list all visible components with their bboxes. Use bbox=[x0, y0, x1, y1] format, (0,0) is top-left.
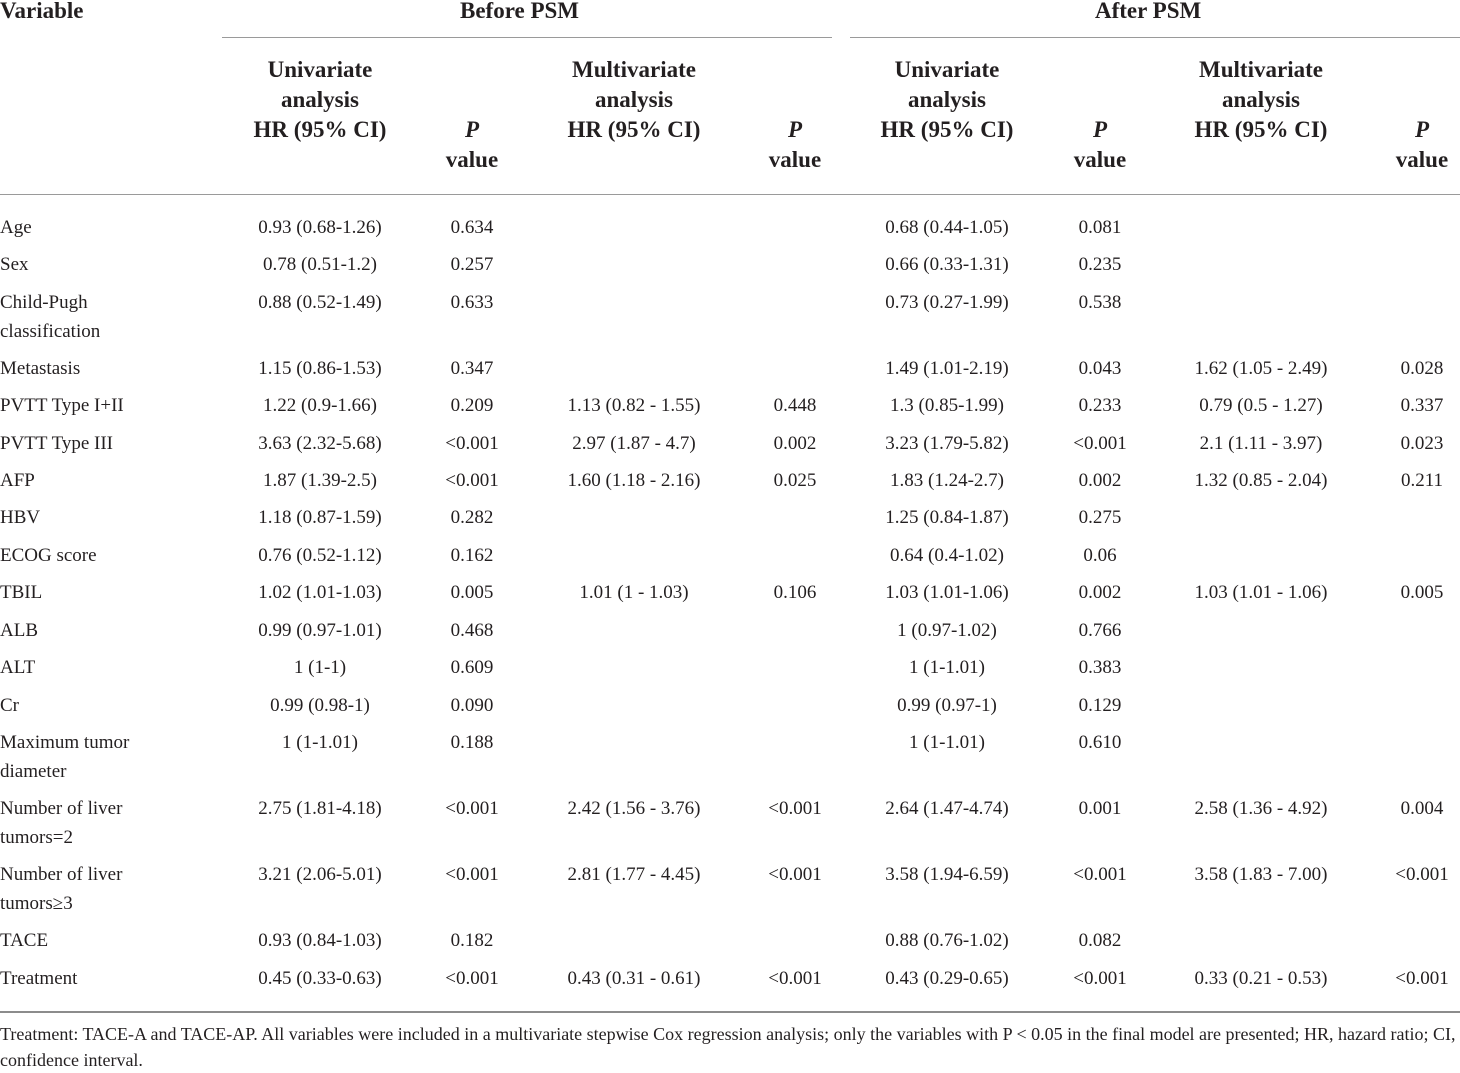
before-multi-p-cell: 0.106 bbox=[773, 582, 817, 603]
after-psm-rule bbox=[850, 37, 1460, 38]
before-uni-p-header bbox=[430, 115, 514, 175]
before-uni-hr-cell: 0.99 (0.98-1) bbox=[270, 695, 370, 716]
after-multi-p-cell: <0.001 bbox=[1395, 864, 1449, 885]
before-uni-p-cell: 0.257 bbox=[450, 254, 494, 275]
after-uni-hr-cell: 1.83 (1.24-2.7) bbox=[890, 470, 1004, 491]
before-uni-p-cell: <0.001 bbox=[445, 470, 499, 491]
variable-cell: Age bbox=[0, 217, 32, 238]
after-multi-p-cell: 0.004 bbox=[1400, 798, 1444, 819]
after-multi-p-cell: 0.337 bbox=[1400, 395, 1444, 416]
before-multi-hr-cell: 2.97 (1.87 - 4.7) bbox=[572, 433, 696, 454]
before-multi-p-cell: 0.025 bbox=[773, 470, 817, 491]
after-uni-p-cell: 0.383 bbox=[1078, 657, 1122, 678]
before-uni-p-cell: 0.162 bbox=[450, 545, 494, 566]
header-bottom-rule bbox=[0, 194, 1460, 195]
before-uni-p-cell: 0.634 bbox=[450, 217, 494, 238]
after-uni-p-cell: 0.082 bbox=[1078, 930, 1122, 951]
variable-cell: HBV bbox=[0, 507, 41, 528]
before-uni-hr-cell: 0.88 (0.52-1.49) bbox=[258, 292, 382, 313]
header-before-psm: Before PSM bbox=[460, 0, 580, 23]
after-uni-p-cell: <0.001 bbox=[1073, 433, 1127, 454]
after-uni-hr-cell: 3.23 (1.79-5.82) bbox=[885, 433, 1009, 454]
before-uni-p-cell: 0.282 bbox=[450, 507, 494, 528]
before-uni-hr-cell: 1.02 (1.01-1.03) bbox=[258, 582, 382, 603]
before-multi-p-header-line1: P bbox=[787, 117, 803, 142]
after-uni-hr-cell: 1 (1-1.01) bbox=[909, 732, 985, 753]
variable-cell: ECOG score bbox=[0, 545, 97, 566]
after-multi-header-line2: analysis bbox=[1222, 87, 1300, 112]
after-uni-hr-cell: 1.25 (0.84-1.87) bbox=[885, 507, 1009, 528]
before-uni-header-line2: analysis bbox=[281, 87, 359, 112]
after-uni-hr-cell: 0.99 (0.97-1) bbox=[897, 695, 997, 716]
before-uni-hr-cell: 1 (1-1) bbox=[293, 657, 347, 678]
before-uni-hr-cell: 3.21 (2.06-5.01) bbox=[258, 864, 382, 885]
after-uni-header-line1: Univariate bbox=[894, 57, 1000, 82]
before-multi-p-cell: 0.448 bbox=[773, 395, 817, 416]
after-uni-header bbox=[846, 55, 1048, 145]
after-uni-p-cell: <0.001 bbox=[1073, 968, 1127, 989]
before-multi-header-line2: analysis bbox=[595, 87, 673, 112]
after-uni-hr-cell: 0.66 (0.33-1.31) bbox=[885, 254, 1009, 275]
after-uni-p-header bbox=[1058, 115, 1142, 175]
before-multi-p-cell: 0.002 bbox=[773, 433, 817, 454]
after-uni-hr-cell: 0.64 (0.4-1.02) bbox=[890, 545, 1004, 566]
before-uni-hr-cell: 1 (1-1.01) bbox=[282, 732, 358, 753]
before-uni-p-cell: 0.188 bbox=[450, 732, 494, 753]
variable-cell: Number of liver tumors=2 bbox=[0, 798, 123, 848]
before-uni-p-cell: <0.001 bbox=[445, 433, 499, 454]
after-uni-header-line2: analysis bbox=[908, 87, 986, 112]
before-uni-hr-cell: 2.75 (1.81-4.18) bbox=[258, 798, 382, 819]
after-uni-hr-cell: 1 (1-1.01) bbox=[909, 657, 985, 678]
after-uni-p-cell: 0.002 bbox=[1078, 582, 1122, 603]
after-uni-p-cell: 0.233 bbox=[1078, 395, 1122, 416]
after-multi-p-cell: <0.001 bbox=[1395, 968, 1449, 989]
after-uni-p-cell: 0.081 bbox=[1078, 217, 1122, 238]
table-footnote: Treatment: TACE-A and TACE-AP. All variables were included in a multivariate stepwise Cox regression analysis; only the variables with P < 0.05 in the final model are presented; HR, hazard ratio; CI, confidence interval. bbox=[0, 1024, 1456, 1070]
before-multi-header-line1: Multivariate bbox=[572, 57, 696, 82]
after-uni-p-cell: 0.235 bbox=[1078, 254, 1122, 275]
after-uni-p-cell: <0.001 bbox=[1073, 864, 1127, 885]
after-multi-hr-cell: 0.33 (0.21 - 0.53) bbox=[1194, 968, 1328, 989]
after-multi-p-header-line2: value bbox=[1395, 147, 1449, 172]
after-uni-hr-cell: 0.68 (0.44-1.05) bbox=[885, 217, 1009, 238]
after-uni-hr-cell: 2.64 (1.47-4.74) bbox=[885, 798, 1009, 819]
after-multi-p-cell: 0.211 bbox=[1400, 470, 1444, 491]
variable-cell: PVTT Type III bbox=[0, 433, 114, 454]
before-multi-p-header-line2: value bbox=[768, 147, 822, 172]
variable-cell: Treatment bbox=[0, 968, 78, 989]
after-multi-p-cell: 0.028 bbox=[1400, 358, 1444, 379]
variable-cell: Cr bbox=[0, 695, 19, 716]
before-uni-hr-cell: 0.93 (0.68-1.26) bbox=[258, 217, 382, 238]
before-multi-hr-cell: 1.13 (0.82 - 1.55) bbox=[567, 395, 701, 416]
after-uni-hr-cell: 1.49 (1.01-2.19) bbox=[885, 358, 1009, 379]
after-multi-p-header-line1: P bbox=[1414, 117, 1430, 142]
table-bottom-rule bbox=[0, 1011, 1460, 1013]
variable-cell: TACE bbox=[0, 930, 49, 951]
after-multi-p-cell: 0.005 bbox=[1400, 582, 1444, 603]
after-uni-hr-cell: 3.58 (1.94-6.59) bbox=[885, 864, 1009, 885]
before-multi-hr-cell: 1.01 (1 - 1.03) bbox=[579, 582, 689, 603]
after-uni-p-header-line2: value bbox=[1073, 147, 1127, 172]
before-uni-p-cell: 0.609 bbox=[450, 657, 494, 678]
variable-cell: Child-Pugh classification bbox=[0, 292, 101, 342]
after-uni-p-cell: 0.06 bbox=[1083, 545, 1117, 566]
after-uni-hr-cell: 1.03 (1.01-1.06) bbox=[885, 582, 1009, 603]
before-uni-p-cell: 0.468 bbox=[450, 620, 494, 641]
after-uni-p-cell: 0.002 bbox=[1078, 470, 1122, 491]
before-multi-hr-cell: 1.60 (1.18 - 2.16) bbox=[567, 470, 701, 491]
after-multi-hr-cell: 1.03 (1.01 - 1.06) bbox=[1194, 582, 1328, 603]
after-uni-p-cell: 0.001 bbox=[1078, 798, 1122, 819]
after-uni-hr-cell: 0.73 (0.27-1.99) bbox=[885, 292, 1009, 313]
variable-cell: Number of liver tumors≥3 bbox=[0, 864, 123, 914]
before-uni-p-cell: <0.001 bbox=[445, 798, 499, 819]
variable-cell: ALB bbox=[0, 620, 38, 641]
variable-cell: Maximum tumor diameter bbox=[0, 732, 130, 782]
after-uni-hr-cell: 1 (0.97-1.02) bbox=[897, 620, 997, 641]
before-psm-rule bbox=[222, 37, 832, 38]
after-uni-hr-cell: 0.88 (0.76-1.02) bbox=[885, 930, 1009, 951]
variable-cell: ALT bbox=[0, 657, 36, 678]
after-multi-header-line3: HR (95% CI) bbox=[1194, 117, 1328, 142]
before-multi-header-line3: HR (95% CI) bbox=[567, 117, 701, 142]
header-after-psm: After PSM bbox=[1095, 0, 1202, 23]
after-uni-header-line3: HR (95% CI) bbox=[880, 117, 1014, 142]
after-multi-header bbox=[1160, 55, 1362, 145]
before-uni-header-line3: HR (95% CI) bbox=[253, 117, 387, 142]
before-uni-p-cell: 0.633 bbox=[450, 292, 494, 313]
before-multi-p-header bbox=[756, 115, 834, 175]
before-uni-p-header-line2: value bbox=[445, 147, 499, 172]
before-multi-header bbox=[532, 55, 736, 145]
before-uni-header-line1: Univariate bbox=[267, 57, 373, 82]
variable-cell: Sex bbox=[0, 254, 29, 275]
before-uni-p-cell: <0.001 bbox=[445, 864, 499, 885]
before-uni-hr-cell: 0.45 (0.33-0.63) bbox=[258, 968, 382, 989]
before-uni-p-header-line1: P bbox=[464, 117, 480, 142]
before-multi-hr-cell: 2.81 (1.77 - 4.45) bbox=[567, 864, 701, 885]
after-uni-hr-cell: 0.43 (0.29-0.65) bbox=[885, 968, 1009, 989]
before-uni-header bbox=[220, 55, 420, 145]
after-multi-hr-cell: 1.62 (1.05 - 2.49) bbox=[1194, 358, 1328, 379]
after-multi-p-header bbox=[1382, 115, 1460, 175]
before-uni-hr-cell: 3.63 (2.32-5.68) bbox=[258, 433, 382, 454]
before-uni-hr-cell: 1.87 (1.39-2.5) bbox=[263, 470, 377, 491]
variable-cell: Metastasis bbox=[0, 358, 81, 379]
after-uni-p-cell: 0.129 bbox=[1078, 695, 1122, 716]
before-uni-p-cell: 0.182 bbox=[450, 930, 494, 951]
before-uni-p-cell: 0.347 bbox=[450, 358, 494, 379]
after-uni-p-cell: 0.275 bbox=[1078, 507, 1122, 528]
after-multi-hr-cell: 2.1 (1.11 - 3.97) bbox=[1199, 433, 1323, 454]
header-variable: Variable bbox=[0, 0, 84, 23]
before-uni-p-cell: <0.001 bbox=[445, 968, 499, 989]
before-uni-hr-cell: 0.76 (0.52-1.12) bbox=[258, 545, 382, 566]
after-multi-hr-cell: 3.58 (1.83 - 7.00) bbox=[1194, 864, 1328, 885]
before-uni-hr-cell: 1.18 (0.87-1.59) bbox=[258, 507, 382, 528]
after-multi-p-cell: 0.023 bbox=[1400, 433, 1444, 454]
before-uni-p-cell: 0.090 bbox=[450, 695, 494, 716]
after-multi-hr-cell: 1.32 (0.85 - 2.04) bbox=[1194, 470, 1328, 491]
before-uni-p-cell: 0.209 bbox=[450, 395, 494, 416]
after-multi-hr-cell: 0.79 (0.5 - 1.27) bbox=[1199, 395, 1323, 416]
variable-cell: TBIL bbox=[0, 582, 43, 603]
after-uni-p-cell: 0.766 bbox=[1078, 620, 1122, 641]
after-uni-p-cell: 0.538 bbox=[1078, 292, 1122, 313]
before-multi-p-cell: <0.001 bbox=[768, 968, 822, 989]
after-multi-hr-cell: 2.58 (1.36 - 4.92) bbox=[1194, 798, 1328, 819]
before-multi-p-cell: <0.001 bbox=[768, 798, 822, 819]
after-uni-p-cell: 0.043 bbox=[1078, 358, 1122, 379]
before-multi-hr-cell: 0.43 (0.31 - 0.61) bbox=[567, 968, 701, 989]
after-multi-header-line1: Multivariate bbox=[1199, 57, 1323, 82]
before-uni-hr-cell: 1.15 (0.86-1.53) bbox=[258, 358, 382, 379]
variable-cell: PVTT Type I+II bbox=[0, 395, 124, 416]
after-uni-p-cell: 0.610 bbox=[1078, 732, 1122, 753]
after-uni-hr-cell: 1.3 (0.85-1.99) bbox=[890, 395, 1004, 416]
before-uni-hr-cell: 0.93 (0.84-1.03) bbox=[258, 930, 382, 951]
variable-cell: AFP bbox=[0, 470, 35, 491]
before-uni-hr-cell: 0.99 (0.97-1.01) bbox=[258, 620, 382, 641]
before-multi-hr-cell: 2.42 (1.56 - 3.76) bbox=[567, 798, 701, 819]
after-uni-p-header-line1: P bbox=[1092, 117, 1108, 142]
before-uni-p-cell: 0.005 bbox=[450, 582, 494, 603]
before-uni-hr-cell: 0.78 (0.51-1.2) bbox=[263, 254, 377, 275]
before-multi-p-cell: <0.001 bbox=[768, 864, 822, 885]
before-uni-hr-cell: 1.22 (0.9-1.66) bbox=[263, 395, 377, 416]
